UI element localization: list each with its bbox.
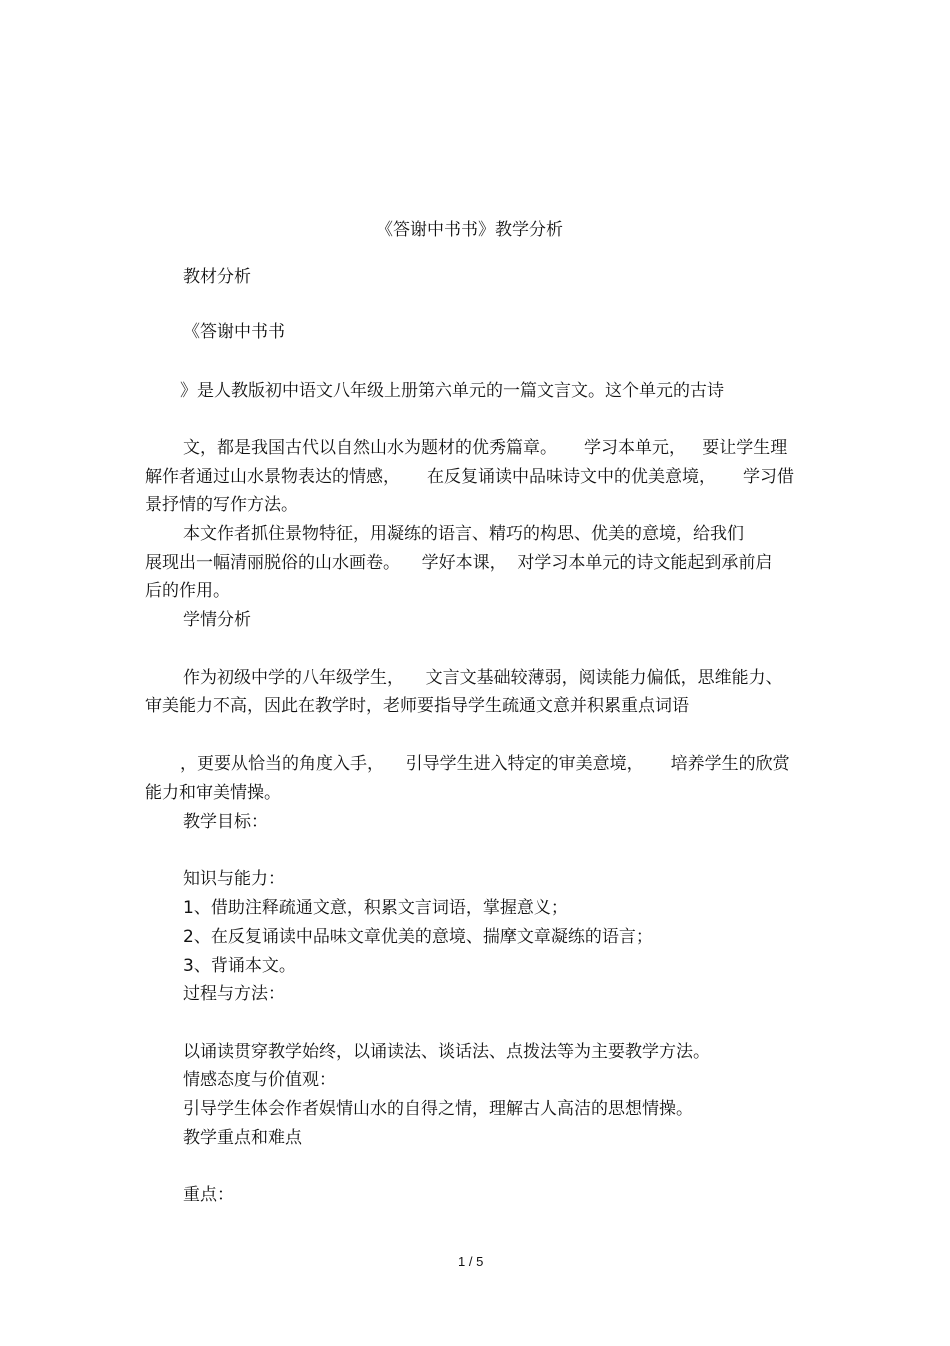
paragraph-line: 》是人教版初中语文八年级上册第六单元的一篇文言文。这个单元的古诗 (180, 381, 724, 401)
paragraph-line: 文，都是我国古代以自然山水为题材的优秀篇章。 学习本单元， 要让学生理 (183, 438, 788, 458)
paragraph-line: 展现出一幅清丽脱俗的山水画卷。 学好本课， 对学习本单元的诗文能起到承前启 (145, 553, 773, 573)
subsection-heading: 知识与能力： (183, 869, 285, 889)
section-heading: 学情分析 (183, 610, 251, 630)
paragraph-line: 引导学生体会作者娱情山水的自得之情，理解古人高洁的思想情操。 (183, 1099, 693, 1119)
list-item: 1、借助注释疏通文意，积累文言词语，掌握意义； (183, 898, 568, 918)
section-heading: 教学重点和难点 (183, 1128, 302, 1148)
paragraph-line: ，更要从恰当的角度入手， 引导学生进入特定的审美意境， 培养学生的欣赏 (180, 754, 790, 774)
subsection-heading: 重点： (183, 1185, 234, 1205)
subsection-heading: 情感态度与价值观： (183, 1070, 336, 1090)
list-item: 2、在反复诵读中品味文章优美的意境、揣摩文章凝练的语言； (183, 927, 653, 947)
paragraph-line: 后的作用。 (145, 581, 230, 601)
paragraph-line: 《答谢中书书 (183, 322, 285, 342)
paragraph-line: 审美能力不高，因此在教学时，老师要指导学生疏通文意并积累重点词语 (145, 696, 689, 716)
paragraph-line: 解作者通过山水景物表达的情感， 在反复诵读中品味诗文中的优美意境， 学习借 (145, 467, 795, 487)
subsection-heading: 过程与方法： (183, 984, 285, 1004)
paragraph-line: 景抒情的写作方法。 (145, 495, 298, 515)
section-heading: 教学目标： (183, 812, 268, 832)
section-heading: 教材分析 (183, 267, 251, 287)
paragraph-line: 能力和审美情操。 (145, 783, 281, 803)
list-item: 3、背诵本文。 (183, 956, 296, 976)
paragraph-line: 以诵读贯穿教学始终，以诵读法、谈话法、点拨法等为主要教学方法。 (183, 1042, 710, 1062)
document-title: 《答谢中书书》教学分析 (376, 220, 563, 240)
paragraph-line: 作为初级中学的八年级学生， 文言文基础较薄弱，阅读能力偏低，思维能力、 (183, 668, 783, 688)
page-number: 1 / 5 (458, 1254, 484, 1269)
paragraph-line: 本文作者抓住景物特征，用凝练的语言、精巧的构思、优美的意境，给我们 (183, 524, 744, 544)
